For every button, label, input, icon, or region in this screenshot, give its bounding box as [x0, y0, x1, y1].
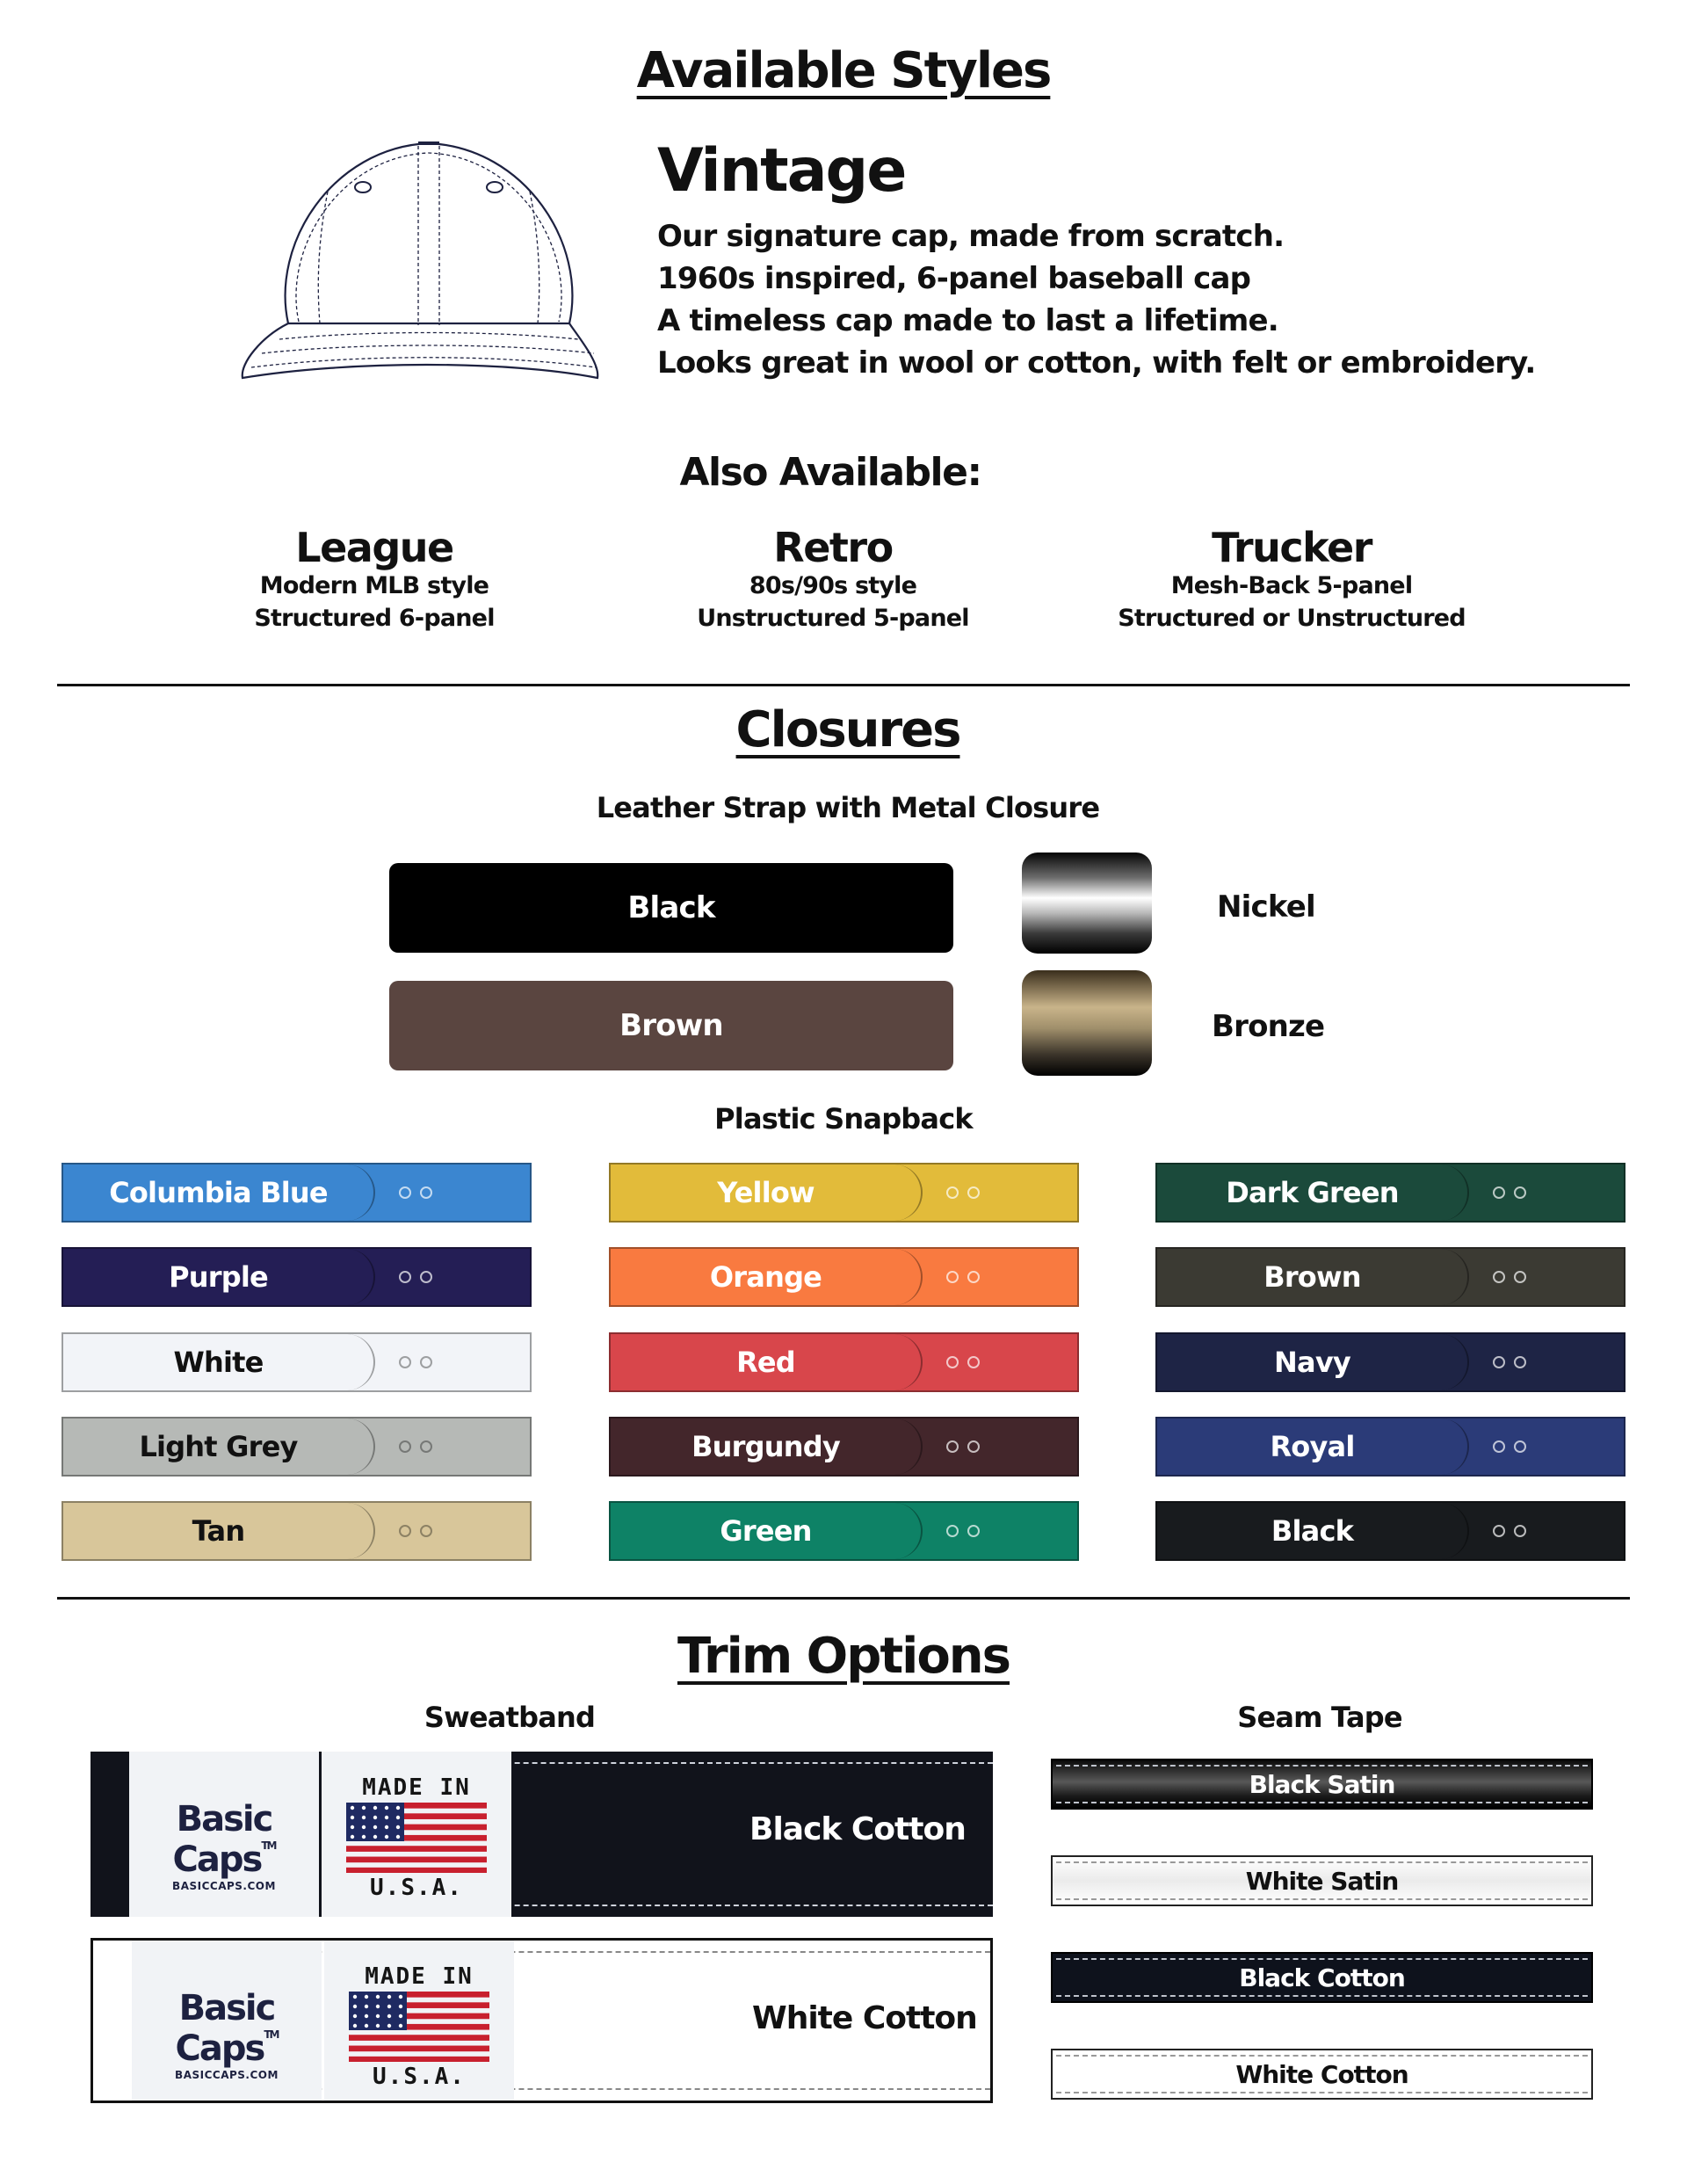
snapback-label: Brown	[1157, 1249, 1469, 1305]
snap-holes	[946, 1186, 980, 1199]
seam-tape-black-satin[interactable]	[1051, 1759, 1593, 1810]
snap-holes	[399, 1440, 432, 1453]
snap-holes	[1493, 1440, 1526, 1453]
logo-url: BASICCAPS.COM	[175, 2069, 279, 2081]
snap-hole	[946, 1271, 959, 1283]
logo-tm: TM	[261, 1839, 276, 1852]
snap-hole	[420, 1186, 432, 1199]
snap-hole	[1493, 1440, 1505, 1453]
usa-text: U.S.A.	[373, 2064, 466, 2090]
made-in-text: MADE IN	[362, 1774, 471, 1801]
also-available-heading: Also Available:	[679, 450, 981, 495]
seam-tape-label: White Cotton	[1235, 2059, 1408, 2089]
snapback-black[interactable]	[1155, 1501, 1625, 1561]
made-in-usa-tag	[324, 1941, 514, 2101]
stitch-line	[1056, 1861, 1588, 1863]
snap-hole	[1493, 1356, 1505, 1368]
snapback-dark-green[interactable]	[1155, 1163, 1625, 1223]
snap-hole	[420, 1440, 432, 1453]
snap-hole	[946, 1525, 959, 1537]
usa-text: U.S.A.	[370, 1875, 463, 1901]
snapback-label: Black	[1157, 1503, 1469, 1559]
basic-caps-logo	[132, 1988, 322, 2081]
snap-hole	[399, 1271, 411, 1283]
snapback-label: Green	[611, 1503, 923, 1559]
brand-tag	[129, 1752, 319, 1917]
snap-hole	[399, 1440, 411, 1453]
snap-hole	[946, 1356, 959, 1368]
style-league	[146, 526, 603, 635]
snap-hole	[967, 1440, 980, 1453]
style-desc: 80s/90s style	[749, 572, 917, 599]
snap-holes	[399, 1525, 432, 1537]
snapback-light-grey[interactable]	[62, 1417, 532, 1477]
made-in-usa-tag	[322, 1752, 511, 1917]
snap-hole	[967, 1271, 980, 1283]
snap-holes	[1493, 1356, 1526, 1368]
made-in-text: MADE IN	[365, 1963, 474, 1990]
strap-label: Black	[627, 890, 715, 925]
snapback-label: Dark Green	[1157, 1165, 1469, 1221]
snap-hole	[420, 1356, 432, 1368]
sweatband-heading: Sweatband	[424, 1701, 596, 1734]
snapback-label: Columbia Blue	[63, 1165, 375, 1221]
style-desc: Structured or Unstructured	[1118, 605, 1466, 632]
snapback-label: White	[63, 1334, 375, 1390]
style-desc: Unstructured 5-panel	[697, 605, 969, 632]
trim-options-heading: Trim Options	[677, 1628, 1010, 1685]
nickel-swatch[interactable]	[1022, 853, 1152, 954]
snap-holes	[399, 1186, 432, 1199]
closures-heading: Closures	[735, 701, 960, 758]
snapback-white[interactable]	[62, 1332, 532, 1392]
logo-brand: Basic Caps™	[175, 1988, 279, 2069]
stitch-line	[1056, 1958, 1588, 1960]
snapback-label: Tan	[63, 1503, 375, 1559]
sweatband-black-cotton[interactable]	[91, 1752, 993, 1917]
snap-holes	[399, 1356, 432, 1368]
stitch-line	[1056, 2092, 1588, 2093]
snap-hole	[967, 1186, 980, 1199]
snapback-orange[interactable]	[609, 1247, 1079, 1307]
snapback-tan[interactable]	[62, 1501, 532, 1561]
stitch-line	[1056, 1898, 1588, 1900]
snap-hole	[399, 1186, 411, 1199]
snapback-green[interactable]	[609, 1501, 1079, 1561]
flag-wrap	[324, 1992, 514, 2065]
style-retro	[605, 526, 1061, 635]
vintage-line: A timeless cap made to last a lifetime.	[657, 303, 1278, 338]
stitch-line	[1056, 1765, 1588, 1767]
snap-hole	[967, 1525, 980, 1537]
snap-holes	[946, 1356, 980, 1368]
leather-strap-heading: Leather Strap with Metal Closure	[596, 791, 1100, 824]
usa-flag-icon	[349, 1992, 489, 2062]
snap-hole	[1493, 1186, 1505, 1199]
style-desc: Modern MLB style	[259, 572, 489, 599]
snapback-brown[interactable]	[1155, 1247, 1625, 1307]
snap-holes	[946, 1525, 980, 1537]
sweatband-white-cotton[interactable]	[91, 1938, 993, 2103]
logo-brand: Basic Caps™	[172, 1799, 276, 1880]
snap-hole	[946, 1440, 959, 1453]
vintage-line: Our signature cap, made from scratch.	[657, 219, 1285, 254]
sweatband-label: Black Cotton	[749, 1811, 966, 1847]
style-trucker	[1063, 526, 1520, 635]
seam-tape-white-satin[interactable]	[1051, 1855, 1593, 1906]
style-name: Trucker	[1212, 524, 1372, 571]
stitch-line	[1056, 1802, 1588, 1803]
snapback-label: Red	[611, 1334, 923, 1390]
section-divider	[57, 1597, 1630, 1600]
style-desc: Structured 6-panel	[254, 605, 495, 632]
seam-tape-black-cotton[interactable]	[1051, 1952, 1593, 2003]
bronze-swatch[interactable]	[1022, 970, 1152, 1076]
seam-tape-label: White Satin	[1245, 1866, 1399, 1896]
snap-hole	[1514, 1271, 1526, 1283]
snapback-red[interactable]	[609, 1332, 1079, 1392]
snap-holes	[399, 1271, 432, 1283]
snap-hole	[1514, 1356, 1526, 1368]
sweatband-label: White Cotton	[752, 2000, 977, 2036]
snapback-label: Navy	[1157, 1334, 1469, 1390]
snapback-royal[interactable]	[1155, 1417, 1625, 1477]
seam-tape-label: Black Satin	[1249, 1769, 1395, 1799]
snap-hole	[1493, 1525, 1505, 1537]
snapback-burgundy[interactable]	[609, 1417, 1079, 1477]
stitch-line	[1056, 2055, 1588, 2057]
stitch-line	[1056, 1995, 1588, 1997]
snap-holes	[1493, 1525, 1526, 1537]
vintage-description	[657, 215, 1624, 384]
logo-url: BASICCAPS.COM	[172, 1880, 276, 1892]
vintage-cap-illustration	[235, 130, 605, 385]
snap-hole	[967, 1356, 980, 1368]
seam-tape-label: Black Cotton	[1239, 1963, 1405, 1992]
snap-holes	[1493, 1271, 1526, 1283]
strap-brown[interactable]	[389, 981, 953, 1070]
seam-tape-white-cotton[interactable]	[1051, 2049, 1593, 2100]
vintage-line: 1960s inspired, 6-panel baseball cap	[657, 261, 1251, 296]
snap-hole	[399, 1525, 411, 1537]
logo-tm: TM	[264, 2028, 279, 2041]
vintage-title: Vintage	[657, 136, 906, 206]
snapback-navy[interactable]	[1155, 1332, 1625, 1392]
style-name: League	[295, 524, 453, 571]
snap-hole	[1514, 1440, 1526, 1453]
snapback-purple[interactable]	[62, 1247, 532, 1307]
bronze-label: Bronze	[1212, 1009, 1325, 1044]
snapback-yellow[interactable]	[609, 1163, 1079, 1223]
snap-hole	[1493, 1271, 1505, 1283]
seam-tape-heading: Seam Tape	[1237, 1701, 1402, 1734]
flag-wrap	[322, 1803, 511, 1876]
usa-flag-icon	[346, 1803, 487, 1873]
snap-holes	[1493, 1186, 1526, 1199]
section-divider	[57, 684, 1630, 686]
brand-tag	[132, 1941, 322, 2101]
snap-hole	[399, 1356, 411, 1368]
snap-hole	[420, 1525, 432, 1537]
plastic-snapback-heading: Plastic Snapback	[714, 1102, 973, 1136]
style-name: Retro	[773, 524, 893, 571]
snapback-columbia-blue[interactable]	[62, 1163, 532, 1223]
snap-hole	[1514, 1525, 1526, 1537]
snap-holes	[946, 1271, 980, 1283]
strap-label: Brown	[619, 1008, 723, 1043]
style-desc: Mesh-Back 5-panel	[1170, 572, 1413, 599]
basic-caps-logo	[129, 1799, 319, 1892]
snap-holes	[946, 1440, 980, 1453]
nickel-label: Nickel	[1217, 889, 1315, 925]
available-styles-heading: Available Styles	[636, 42, 1051, 99]
vintage-line: Looks great in wool or cotton, with felt or embroidery.	[657, 345, 1536, 381]
snapback-label: Orange	[611, 1249, 923, 1305]
snap-hole	[1514, 1186, 1526, 1199]
snapback-label: Burgundy	[611, 1419, 923, 1475]
snap-hole	[420, 1271, 432, 1283]
snapback-label: Purple	[63, 1249, 375, 1305]
snapback-label: Yellow	[611, 1165, 923, 1221]
snapback-label: Royal	[1157, 1419, 1469, 1475]
snapback-label: Light Grey	[63, 1419, 375, 1475]
snap-hole	[946, 1186, 959, 1199]
strap-black[interactable]	[389, 863, 953, 953]
